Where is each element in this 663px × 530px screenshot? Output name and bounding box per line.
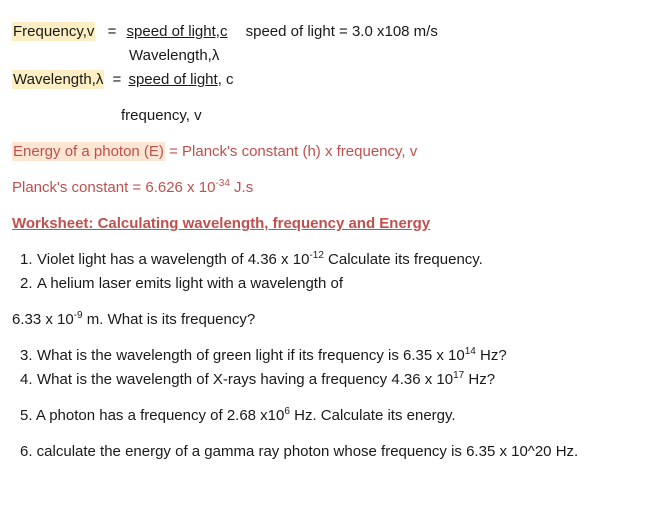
question-text-end: Hz? [464,371,496,388]
frequency-label: Frequency,v [13,23,95,40]
question-text: What is the wavelength of X-rays having a frequency 4.36 x 10 [37,371,454,388]
frequency-numerator: speed of light,c [126,23,228,40]
question-5 [20,406,456,426]
energy-label: Energy of a photon (E) [13,143,164,160]
energy-rest: = Planck's constant (h) x frequency, v [164,143,418,160]
question-number: 4. [20,371,33,388]
planck-constant [12,178,253,198]
wavelength-label: Wavelength,λ [13,71,104,88]
question-text: 6.33 x 10 [12,311,74,328]
question-2 [20,274,343,294]
question-number: 3. [20,347,33,364]
question-exponent: 14 [464,346,476,357]
speed-of-light-note: speed of light = 3.0 x108 m/s [245,23,438,40]
energy-formula [12,142,417,162]
question-2-continued [12,310,255,330]
wavelength-numerator-b: ht [205,71,218,88]
question-exponent: 17 [453,370,465,381]
question-text: 5. A photon has a frequency of 2.68 x10 [20,407,285,424]
wavelength-equals: = [112,71,122,88]
question-text-end: Calculate its frequency. [323,251,483,268]
question-6 [20,442,578,462]
question-1 [20,250,483,270]
wavelength-denominator: frequency, v [121,107,202,124]
question-text-end: Hz. Calculate its energy. [289,407,456,424]
frequency-equals: = [107,23,117,40]
question-text-end: Hz? [475,347,507,364]
frequency-denominator: Wavelength,λ [129,47,220,64]
planck-unit: J.s [229,179,254,196]
planck-exponent: -34 [215,178,230,189]
frequency-formula [12,22,438,42]
worksheet-title: Worksheet: Calculating wavelength, frequency and Energy [12,215,431,232]
question-text: 6. calculate the energy of a gamma ray photon whose frequency is 6.35 x 10^20 Hz. [20,443,579,460]
wavelength-numerator-a: speed of lig [128,71,206,88]
question-3 [20,346,507,366]
wavelength-numerator-c: , c [217,71,234,88]
question-number: 2. [20,275,33,292]
question-number: 1. [20,251,33,268]
question-exponent: -9 [73,310,83,321]
question-exponent: -12 [309,250,324,261]
question-text: What is the wavelength of green light if its frequency is 6.35 x 10 [37,347,465,364]
planck-text: Planck's constant = 6.626 x 10 [12,179,216,196]
wavelength-formula [12,70,234,90]
question-text: Violet light has a wavelength of 4.36 x 10 [37,251,310,268]
question-exponent: 6 [284,406,290,417]
question-text-end: m. What is its frequency? [82,311,256,328]
question-text: A helium laser emits light with a wavelength of [37,275,343,292]
question-4 [20,370,495,390]
